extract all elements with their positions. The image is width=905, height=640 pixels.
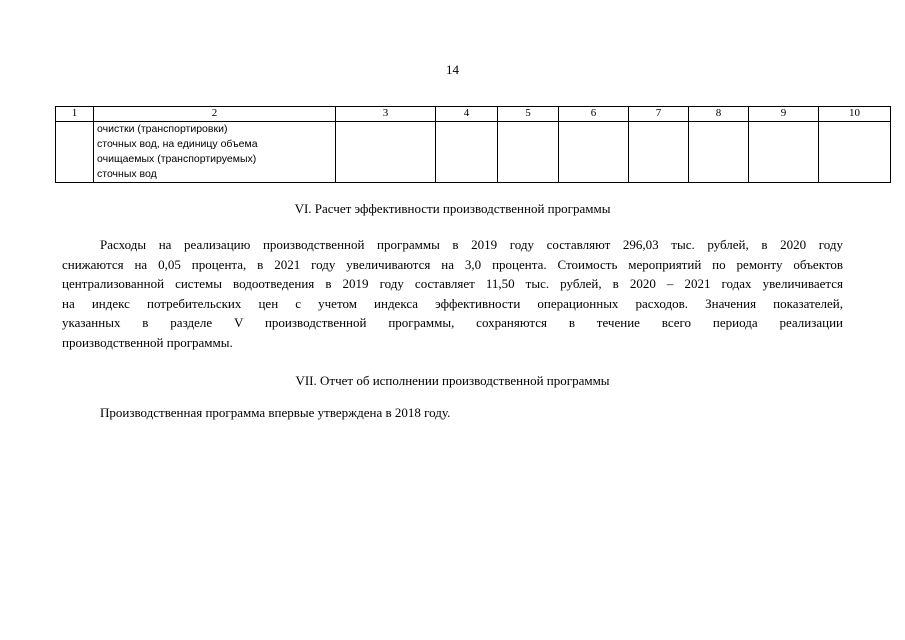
paragraph-line: снижаются на 0,05 процента, в 2021 году увеличиваются на 3,0 процента. Стоимость мероприятий по ремонту объектов	[62, 256, 843, 272]
table-cell	[336, 122, 436, 183]
table-header-cell: 2	[94, 107, 336, 122]
table-cell	[689, 122, 749, 183]
table-header-cell: 5	[498, 107, 559, 122]
paragraph-line: указанных в разделе V производственной программы, сохраняются в течение всего периода реализации	[62, 315, 843, 331]
table-cell	[629, 122, 689, 183]
paragraph-line: производственной программы.	[62, 334, 233, 350]
cell-text-line: сточных вод, на единицу объема	[97, 138, 258, 150]
page-number: 14	[446, 62, 459, 77]
table-cell	[56, 122, 94, 183]
table-cell	[436, 122, 498, 183]
table-cell	[819, 122, 891, 183]
cell-text-line: очистки (транспортировки)	[97, 123, 228, 135]
table-header-cell: 4	[436, 107, 498, 122]
section-6-paragraph	[62, 235, 843, 353]
table-cell-description	[94, 122, 336, 183]
paragraph-line: централизованной системы водоотведения в 2019 году составляет 11,50 тыс. рублей, в 2020 – 2021 годах увеличивается	[62, 276, 843, 292]
paragraph-line: на индекс потребительских цен с учетом индекса эффективности операционных расходов. Значения показателей,	[62, 295, 843, 311]
table-header-cell: 9	[749, 107, 819, 122]
table-header-cell: 10	[819, 107, 891, 122]
table-header-cell: 3	[336, 107, 436, 122]
table-header-row	[56, 107, 891, 122]
table-cell	[498, 122, 559, 183]
table-header-cell: 1	[56, 107, 94, 122]
table-header-cell: 7	[629, 107, 689, 122]
table-cell	[749, 122, 819, 183]
table-header-cell: 6	[559, 107, 629, 122]
section-7-heading: VII. Отчет об исполнении производственной программы	[295, 373, 610, 388]
section-7-paragraph: Производственная программа впервые утверждена в 2018 году.	[100, 405, 451, 420]
data-table	[55, 106, 891, 183]
table-cell	[559, 122, 629, 183]
section-6-heading: VI. Расчет эффективности производственной программы	[294, 201, 611, 216]
paragraph-line: Расходы на реализацию производственной программы в 2019 году составляют 296,03 тыс. рублей, в 2020 году	[100, 237, 843, 252]
table-row	[56, 122, 891, 183]
table-header-cell: 8	[689, 107, 749, 122]
cell-text-line: очищаемых (транспортируемых)	[97, 153, 257, 165]
cell-text-line: сточных вод	[97, 168, 157, 180]
